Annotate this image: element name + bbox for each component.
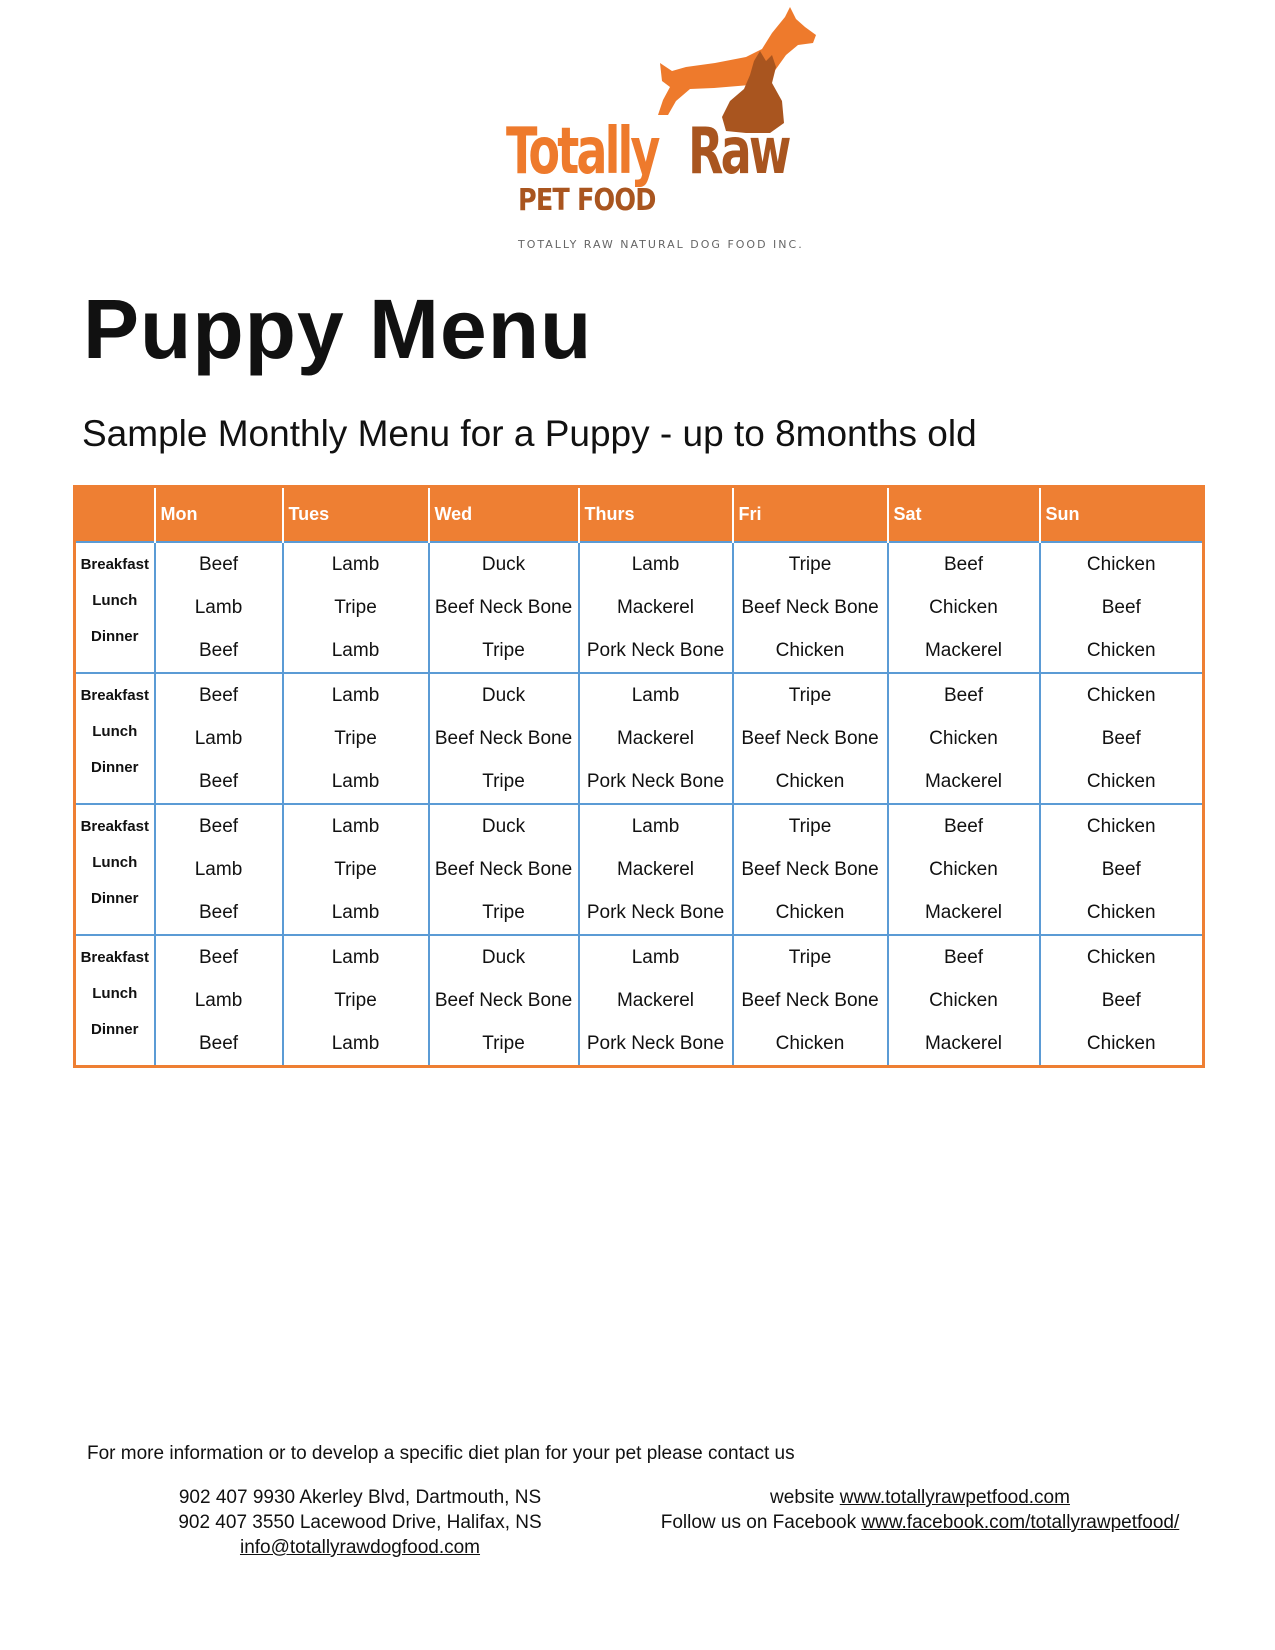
menu-table [73, 485, 1205, 1068]
menu-item: Lamb [331, 554, 380, 575]
menu-item: Lamb [331, 685, 380, 706]
menu-item: Tripe [788, 554, 832, 575]
website-line [620, 1485, 1220, 1510]
menu-item: Pork Neck Bone [586, 771, 725, 792]
meal-labels-cell [75, 935, 155, 1067]
menu-item: Tripe [482, 1033, 525, 1054]
menu-item: Mackerel [924, 1033, 1003, 1054]
menu-item: Lamb [631, 685, 680, 706]
menu-item: Beef Neck Bone [741, 597, 879, 618]
header-day: Fri [733, 487, 888, 543]
menu-item: Duck [481, 947, 526, 968]
website-link[interactable]: www.totallyrawpetfood.com [839, 1487, 1070, 1508]
menu-item: Beef [198, 771, 239, 792]
menu-item: Chicken [1086, 554, 1156, 575]
menu-item: Chicken [1086, 947, 1156, 968]
day-cell [733, 804, 888, 935]
menu-item: Chicken [775, 640, 845, 661]
day-cell [579, 935, 733, 1067]
day-cell [283, 542, 429, 673]
menu-item: Tripe [334, 728, 377, 749]
menu-item: Mackerel [924, 902, 1003, 923]
meal-label: Breakfast [80, 949, 149, 966]
meal-label: Lunch [92, 854, 138, 871]
menu-item: Tripe [788, 816, 832, 837]
menu-item: Mackerel [924, 771, 1003, 792]
header-day: Thurs [579, 487, 733, 543]
menu-item: Chicken [1086, 685, 1156, 706]
menu-item: Beef [1101, 728, 1141, 749]
day-cell [1040, 542, 1204, 673]
header-day: Tues [283, 487, 429, 543]
header-day: Mon [155, 487, 283, 543]
menu-item: Mackerel [616, 990, 695, 1011]
menu-item: Lamb [194, 728, 243, 749]
menu-item: Beef Neck Bone [434, 597, 573, 618]
menu-item: Chicken [929, 990, 998, 1011]
table-header-row [75, 487, 1204, 543]
day-cell [1040, 804, 1204, 935]
contact-online [620, 1485, 1220, 1535]
menu-item: Tripe [334, 597, 377, 618]
menu-item: Beef [943, 947, 984, 968]
meal-label: Breakfast [80, 818, 149, 835]
day-cell [155, 804, 283, 935]
menu-item: Pork Neck Bone [586, 640, 725, 661]
menu-item: Duck [481, 685, 526, 706]
meal-label: Breakfast [80, 556, 149, 573]
menu-item: Tripe [788, 685, 832, 706]
page-title: Puppy Menu [83, 282, 593, 376]
menu-item: Chicken [929, 597, 998, 618]
facebook-line [620, 1510, 1220, 1535]
menu-item: Mackerel [924, 640, 1003, 661]
brand-logo [500, 5, 830, 250]
menu-item: Lamb [194, 990, 243, 1011]
menu-item: Beef [198, 640, 239, 661]
menu-item: Beef Neck Bone [434, 728, 573, 749]
logo-word-pet-food: PET FOOD [518, 183, 656, 218]
menu-item: Lamb [631, 554, 680, 575]
meal-label: Lunch [92, 592, 138, 609]
menu-item: Lamb [631, 816, 680, 837]
day-cell [429, 804, 579, 935]
address-dartmouth: 902 407 9930 Akerley Blvd, Dartmouth, NS [178, 1487, 542, 1508]
logo-word-raw: Raw [688, 115, 789, 189]
day-cell [429, 673, 579, 804]
week-row [75, 935, 1204, 1067]
menu-item: Pork Neck Bone [586, 1033, 725, 1054]
menu-item: Mackerel [616, 859, 695, 880]
day-cell [888, 542, 1040, 673]
menu-item: Lamb [331, 771, 380, 792]
menu-item: Beef [198, 685, 239, 706]
menu-item: Beef [1101, 990, 1141, 1011]
menu-item: Beef Neck Bone [741, 859, 879, 880]
week-row [75, 673, 1204, 804]
menu-item: Lamb [631, 947, 680, 968]
day-cell [888, 673, 1040, 804]
menu-item: Tripe [482, 902, 525, 923]
menu-item: Chicken [775, 902, 845, 923]
header-blank [75, 487, 155, 543]
header-day: Wed [429, 487, 579, 543]
day-cell [155, 935, 283, 1067]
address-halifax: 902 407 3550 Lacewood Drive, Halifax, NS [178, 1512, 542, 1533]
menu-item: Chicken [929, 859, 998, 880]
meal-label: Dinner [90, 890, 139, 907]
menu-item: Tripe [334, 990, 377, 1011]
menu-item: Beef Neck Bone [741, 728, 879, 749]
week-row [75, 804, 1204, 935]
contact-addresses [150, 1485, 570, 1560]
meal-labels-cell [75, 673, 155, 804]
menu-item: Chicken [1086, 902, 1156, 923]
meal-label: Lunch [92, 723, 138, 740]
menu-item: Beef [198, 1033, 239, 1054]
logo-tagline: TOTALLY RAW NATURAL DOG FOOD INC. [518, 238, 804, 251]
day-cell [155, 673, 283, 804]
day-cell [733, 542, 888, 673]
menu-item: Beef [198, 554, 239, 575]
header-day: Sun [1040, 487, 1204, 543]
menu-item: Chicken [1086, 1033, 1156, 1054]
page-subtitle: Sample Monthly Menu for a Puppy - up to 8months old [82, 413, 977, 454]
menu-item: Chicken [775, 1033, 845, 1054]
menu-item: Lamb [194, 859, 243, 880]
menu-item: Lamb [194, 597, 243, 618]
menu-item: Lamb [331, 1033, 380, 1054]
menu-item: Tripe [788, 947, 832, 968]
day-cell [888, 804, 1040, 935]
menu-item: Chicken [1086, 771, 1156, 792]
facebook-label: Follow us on Facebook [660, 1512, 862, 1533]
day-cell [733, 673, 888, 804]
menu-item: Chicken [929, 728, 998, 749]
day-cell [579, 542, 733, 673]
week-row [75, 542, 1204, 673]
day-cell [579, 804, 733, 935]
day-cell [429, 542, 579, 673]
meal-labels-cell [75, 542, 155, 673]
day-cell [283, 935, 429, 1067]
facebook-link[interactable]: www.facebook.com/totallyrawpetfood/ [861, 1512, 1180, 1533]
menu-item: Beef [943, 816, 984, 837]
menu-item: Lamb [331, 640, 380, 661]
menu-item: Lamb [331, 902, 380, 923]
menu-item: Beef Neck Bone [741, 990, 879, 1011]
menu-item: Beef Neck Bone [434, 859, 573, 880]
day-cell [733, 935, 888, 1067]
day-cell [1040, 935, 1204, 1067]
day-cell [283, 673, 429, 804]
menu-item: Tripe [334, 859, 377, 880]
menu-item: Mackerel [616, 728, 695, 749]
menu-item: Chicken [775, 771, 845, 792]
menu-item: Beef [198, 816, 239, 837]
menu-item: Duck [481, 816, 526, 837]
menu-item: Chicken [1086, 816, 1156, 837]
header-day: Sat [888, 487, 1040, 543]
website-label: website [770, 1487, 840, 1508]
day-cell [283, 804, 429, 935]
day-cell [429, 935, 579, 1067]
email-link[interactable]: info@totallyrawdogfood.com [239, 1537, 481, 1558]
day-cell [1040, 673, 1204, 804]
menu-item: Beef [943, 554, 984, 575]
day-cell [155, 542, 283, 673]
day-cell [888, 935, 1040, 1067]
menu-item: Tripe [482, 640, 525, 661]
menu-item: Beef Neck Bone [434, 990, 573, 1011]
meal-labels-cell [75, 804, 155, 935]
meal-label: Breakfast [80, 687, 149, 704]
logo-word-totally: Totally [506, 115, 658, 189]
menu-item: Tripe [482, 771, 525, 792]
menu-item: Duck [481, 554, 526, 575]
menu-item: Pork Neck Bone [586, 902, 725, 923]
contact-intro: For more information or to develop a specific diet plan for your pet please contact us [87, 1443, 795, 1464]
meal-label: Dinner [90, 759, 139, 776]
menu-item: Lamb [331, 947, 380, 968]
menu-item: Chicken [1086, 640, 1156, 661]
day-cell [579, 673, 733, 804]
menu-item: Beef [1101, 859, 1141, 880]
meal-label: Dinner [90, 628, 139, 645]
meal-label: Lunch [92, 985, 138, 1002]
menu-item: Mackerel [616, 597, 695, 618]
menu-item: Beef [1101, 597, 1141, 618]
menu-item: Beef [198, 902, 239, 923]
menu-item: Beef [198, 947, 239, 968]
meal-label: Dinner [90, 1021, 139, 1038]
menu-item: Beef [943, 685, 984, 706]
menu-item: Lamb [331, 816, 380, 837]
